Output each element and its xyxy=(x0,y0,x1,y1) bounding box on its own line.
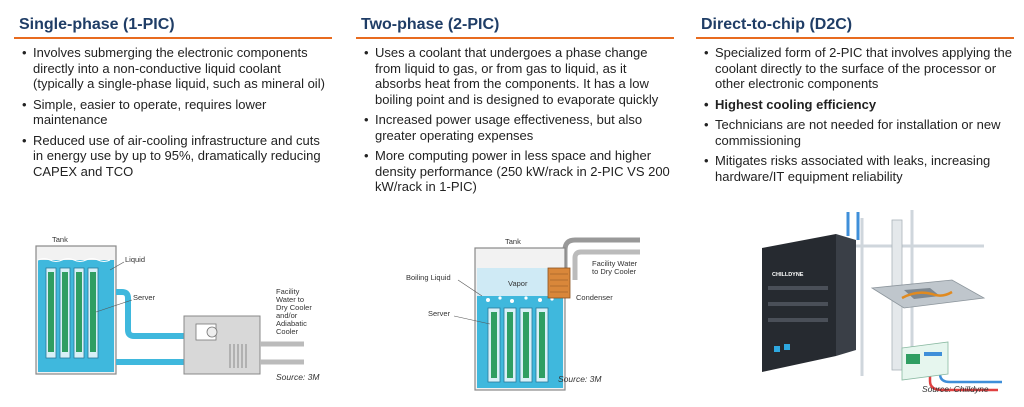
source-label: Source: 3M xyxy=(276,372,320,382)
facility-label-2: Water to xyxy=(276,295,305,304)
bullet-item: • Reduced use of air-cooling infrastructure and cuts in energy use by up to 95%, dramatically reducing CAPEX and TCO xyxy=(22,133,332,180)
two-phase-diagram xyxy=(400,228,650,396)
facility-label-3: Dry Cooler xyxy=(276,303,312,312)
section-title: Direct-to-chip (D2C) xyxy=(696,0,1014,39)
facility-label-1: Facility xyxy=(276,287,300,296)
single-phase-diagram xyxy=(14,232,334,392)
tank-label: Tank xyxy=(505,237,521,246)
bullet-list xyxy=(14,45,332,179)
bullet-list xyxy=(356,45,674,195)
bullet-item: • Mitigates risks associated with leaks, increasing hardware/IT equipment reliability xyxy=(704,153,1014,184)
bullet-item: • Involves submerging the electronic components directly into a non-conductive liquid coolant (typically a single-phase liquid, such as mineral oil) xyxy=(22,45,332,92)
bullet-item: • Increased power usage effectiveness, but also greater operating expenses xyxy=(364,112,674,143)
facility-label-1: Facility Water xyxy=(592,259,638,268)
tank-label: Tank xyxy=(52,235,68,244)
source-label: Source: Chilldyne xyxy=(922,384,989,394)
section-title: Two-phase (2-PIC) xyxy=(356,0,674,39)
vapor-label: Vapor xyxy=(508,279,528,288)
heat-exchanger xyxy=(184,316,260,374)
bullet-item: • Simple, easier to operate, requires lower maintenance xyxy=(22,97,332,128)
facility-label-5: Adiabatic xyxy=(276,319,307,328)
bullet-item-highlight: • Highest cooling efficiency xyxy=(704,97,1014,113)
server-label: Server xyxy=(428,309,451,318)
bullet-item: • Specialized form of 2-PIC that involves applying the coolant directly to the surface of the processor or other electronic components xyxy=(704,45,1014,92)
boiling-liquid-label: Boiling Liquid xyxy=(406,273,451,282)
section-title: Single-phase (1-PIC) xyxy=(14,0,332,39)
facility-label-6: Cooler xyxy=(276,327,299,336)
bullet-item: • Technicians are not needed for installation or new commissioning xyxy=(704,117,1014,148)
coolant-pipe-blue xyxy=(848,212,858,240)
direct-to-chip-diagram xyxy=(752,206,1022,402)
bullet-item: • Uses a coolant that undergoes a phase change from liquid to gas, or from gas to liquid, as it absorbs heat from the components. It has a low boiling point and is designed to evaporate quickly xyxy=(364,45,674,107)
facility-label-4: and/or xyxy=(276,311,298,320)
monitor-graph xyxy=(906,354,920,364)
bullet-item: • More computing power in less space and higher density performance (250 kW/rack in 2-PIC VS 200 kW/rack in 1-PIC) xyxy=(364,148,674,195)
condenser-label: Condenser xyxy=(576,293,613,302)
source-label: Source: 3M xyxy=(558,374,602,384)
server-chassis-side xyxy=(836,234,856,356)
bullet-list xyxy=(696,45,1014,184)
coolant-pipe-blue-return xyxy=(940,346,1002,382)
brand-logo: CHILLDYNE xyxy=(772,272,804,278)
server-label: Server xyxy=(133,293,156,302)
liquid-label: Liquid xyxy=(125,255,146,264)
facility-label-2: to Dry Cooler xyxy=(592,267,637,276)
condenser-coil xyxy=(548,268,570,298)
